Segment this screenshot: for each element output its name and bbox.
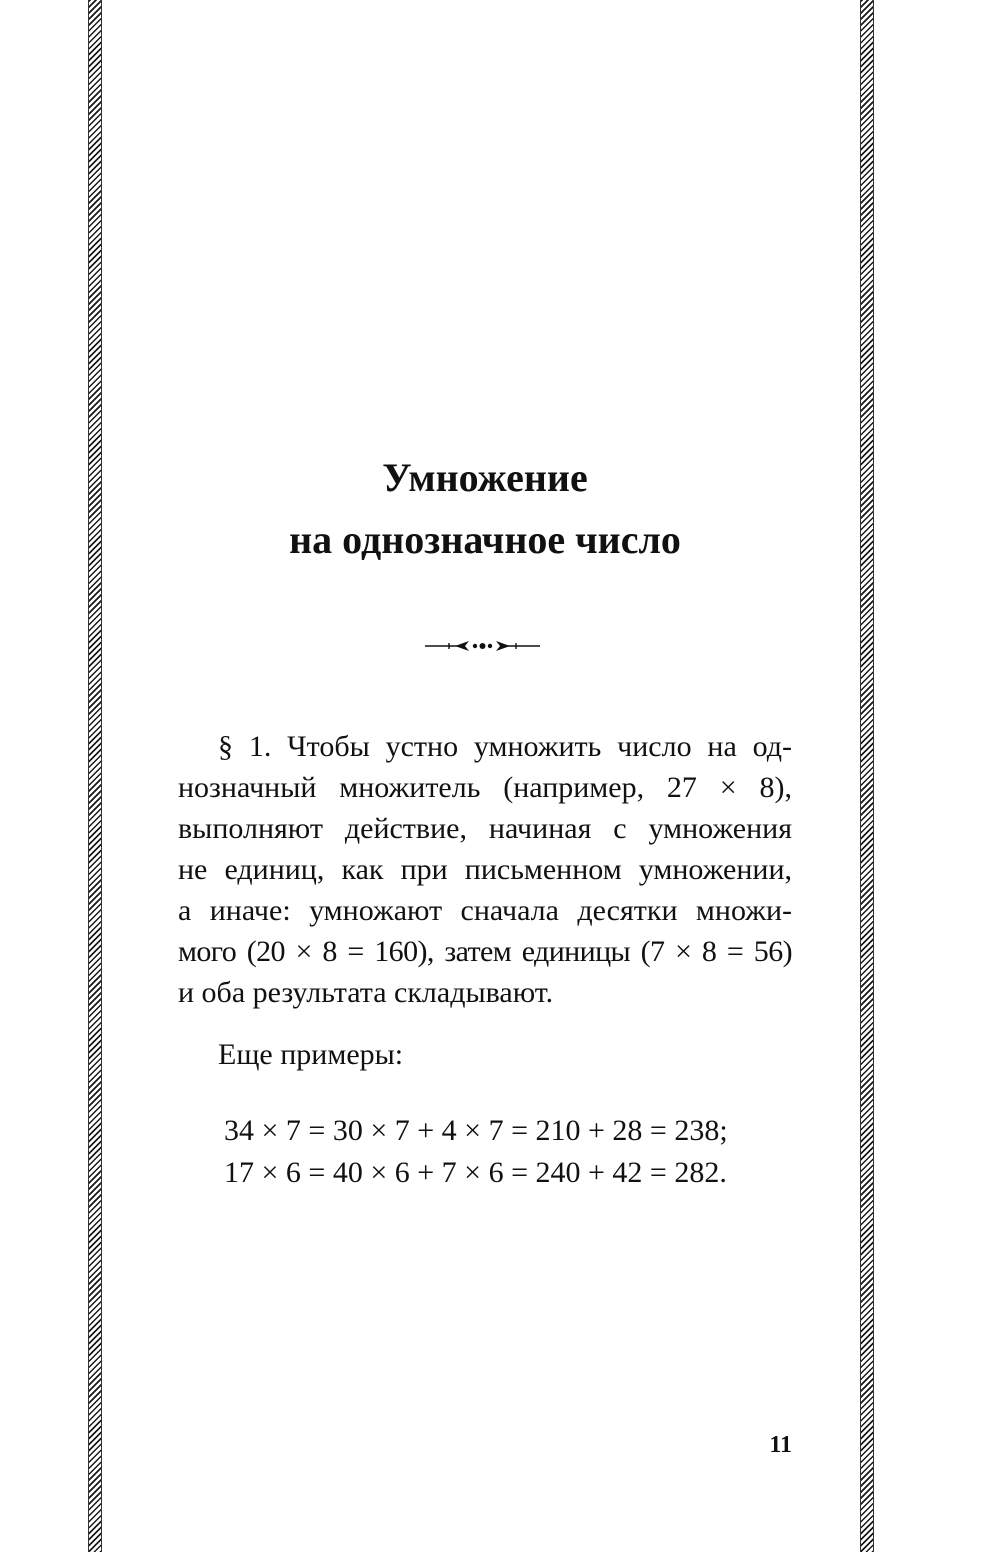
paragraph-line: § 1. Чтобы устно умножить число на од- (218, 730, 792, 763)
paragraph-line: мого (20 × 8 = 160), затем единицы (7 × 8 = 56) (178, 935, 792, 968)
paragraph-line: а иначе: умножают сначала десятки множи- (178, 894, 792, 927)
paragraph-line: нозначный множитель (например, 27 × 8), (178, 771, 792, 804)
examples-block (224, 1110, 728, 1194)
paragraph-line: выполняют действие, начиная с умножения (178, 812, 792, 845)
chapter-title-line-1: Умножение (382, 455, 588, 500)
chapter-title-line-2: на однозначное число (289, 517, 681, 562)
example-line: 34 × 7 = 30 × 7 + 4 × 7 = 210 + 28 = 238; (224, 1114, 728, 1147)
paragraph-line: и оба результата складывают. (178, 976, 554, 1009)
more-examples-label: Еще примеры: (218, 1038, 404, 1071)
left-hatched-border (88, 0, 102, 1552)
paragraph-line: не единиц, как при письменном умножении, (178, 853, 792, 886)
right-hatched-border (860, 0, 874, 1552)
paragraph-section-1 (178, 726, 792, 1013)
example-line: 17 × 6 = 40 × 6 + 7 × 6 = 240 + 42 = 282. (224, 1156, 727, 1189)
page-number: 11 (769, 1432, 792, 1458)
fleuron-divider-icon (425, 636, 540, 656)
